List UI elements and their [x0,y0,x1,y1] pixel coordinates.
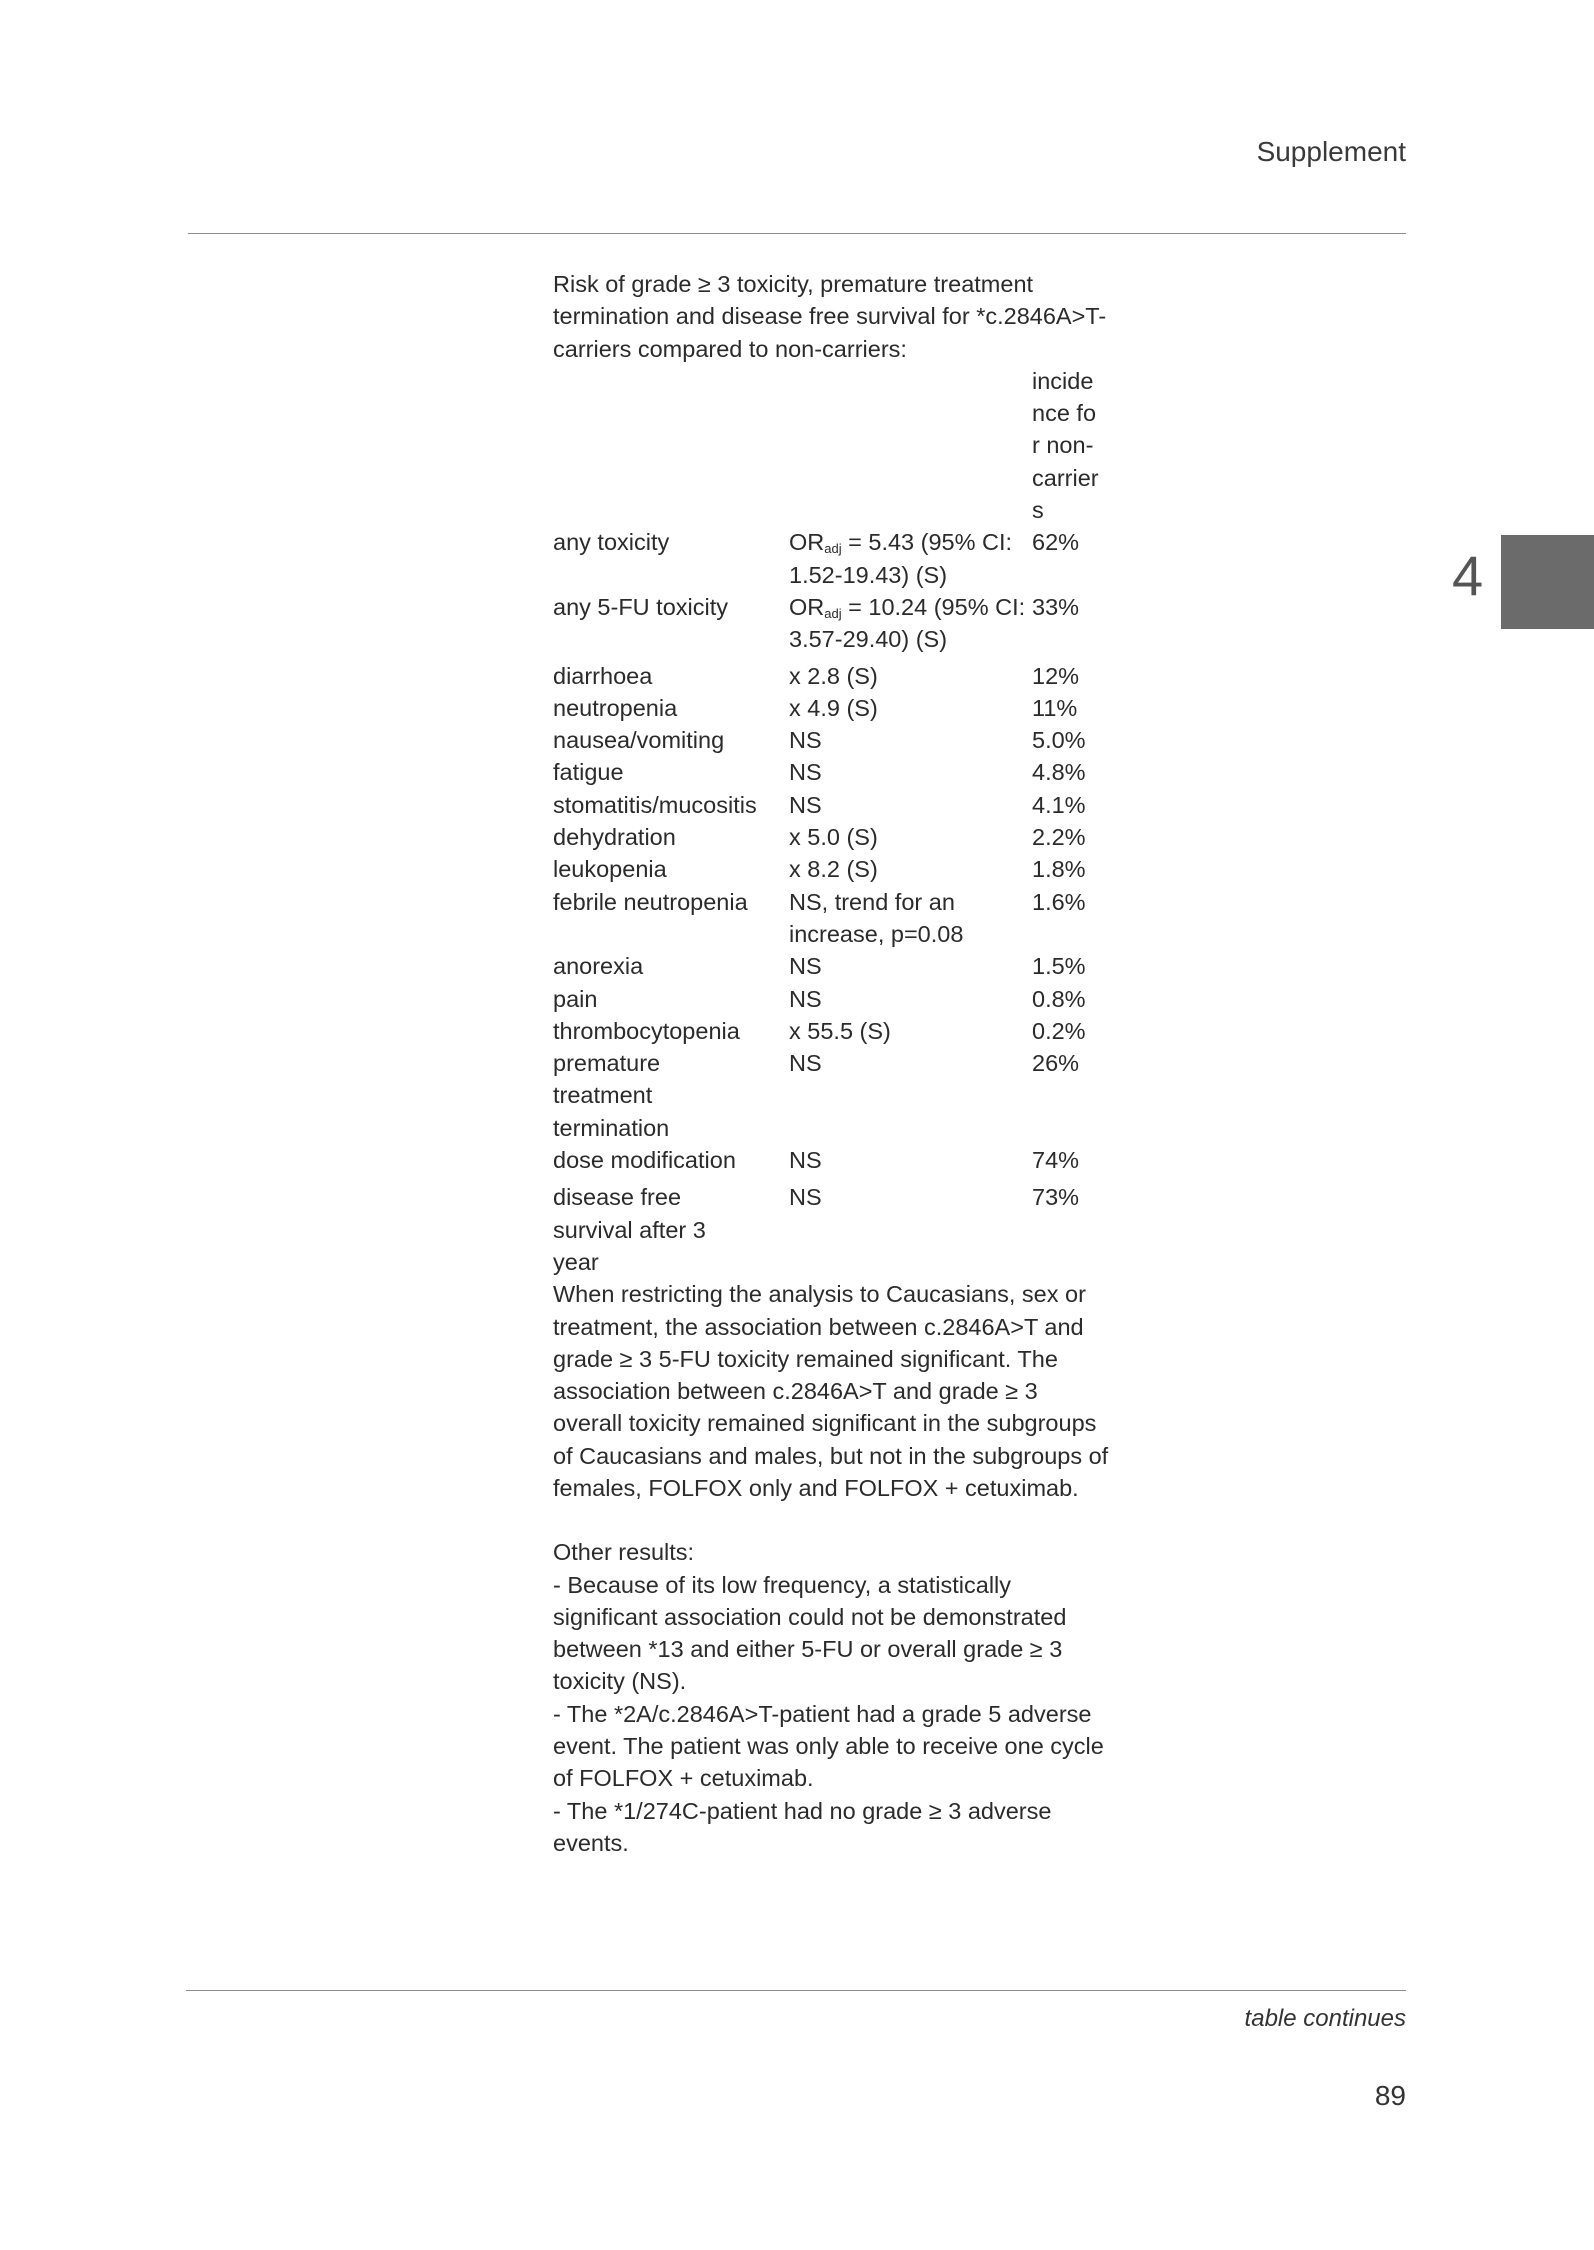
event-label: anorexia [553,953,644,980]
effect-value: NS [789,1050,822,1077]
running-header: Supplement [1256,136,1406,167]
other-results-item: - The *1/274C-patient had no grade ≥ 3 adverse events. [553,1797,1052,1856]
table-row [553,983,1113,1015]
spacer [553,1504,1113,1536]
table-row [553,591,1113,656]
effect-value: NS [789,1184,822,1211]
event-label: febrile neutropenia [553,888,748,915]
page-number: 89 [1374,2080,1406,2111]
effect-value: x 55.5 (S) [789,1017,891,1044]
restriction-paragraph: When restricting the analysis to Caucasians, sex or treatment, the association between c.2846A>T and grade ≥ 3 5-FU toxicity remained significant. The association between c.2846A>T and grade ≥ 3 overall toxicity remained significant in the subgroups of Caucasians and males, but not in the subgroups of females, FOLFOX only and FOLFOX + cetuximab. [553,1281,1109,1501]
table-header-row [553,365,1113,526]
table-row [553,821,1113,853]
incidence-value: 4.1% [1032,791,1086,818]
other-results-item: - Because of its low frequency, a statistically significant association could not be demonstrated between *13 and either 5-FU or overall grade ≥ 3 toxicity (NS). [553,1571,1067,1695]
effect-value: NS [789,791,822,818]
event-label: any 5-FU toxicity [553,593,728,620]
effect-value: x 2.8 (S) [789,662,878,689]
effect-value: NS [789,727,822,754]
incidence-value: 4.8% [1032,759,1086,786]
header-col1 [553,365,789,526]
or-subscript: adj [824,541,842,557]
event-label: diarrhoea [553,662,653,689]
event-label: any toxicity [553,529,670,556]
incidence-value: 5.0% [1032,727,1086,754]
incidence-value: 2.2% [1032,824,1086,851]
table-row [553,1047,1113,1144]
event-label: neutropenia [553,694,678,721]
effect-value: NS [789,985,822,1012]
table-row [553,724,1113,756]
event-label: premature treatment termination [553,1050,670,1141]
chapter-tab [1501,535,1594,629]
intro-text: Risk of grade ≥ 3 toxicity, premature treatment termination and disease free survival for *c.2846A>T-carriers compared to non-carriers: [553,271,1107,362]
effect-value: x 4.9 (S) [789,694,878,721]
effect-value [789,591,1032,656]
event-label: dehydration [553,824,676,851]
table-row [553,886,1113,951]
event-label: nausea/vomiting [553,727,725,754]
effect-value: x 5.0 (S) [789,824,878,851]
event-label: disease free survival after 3 year [553,1184,706,1275]
or-subscript: adj [824,605,842,621]
effect-value: NS [789,953,822,980]
incidence-value: 0.2% [1032,1017,1086,1044]
event-label: thrombocytopenia [553,1017,740,1044]
table-continues-note: table continues [1244,2005,1406,2032]
table-cell-content [553,268,1113,1859]
chapter-number: 4 [1452,544,1484,607]
event-label: fatigue [553,759,624,786]
incidence-value: 26% [1032,1050,1080,1077]
incidence-value: 74% [1032,1147,1080,1174]
or-value: = 10.24 (95% CI: 3.57-29.40) (S) [789,593,1026,653]
table-row [553,789,1113,821]
effect-value: NS, trend for an increase, p=0.08 [789,888,964,947]
table-row [553,526,1113,591]
table-row [553,1015,1113,1047]
incidence-value: 12% [1032,662,1080,689]
incidence-value: 0.8% [1032,985,1086,1012]
table-row [553,692,1113,724]
effect-value: NS [789,1147,822,1174]
other-results-item: - The *2A/c.2846A>T-patient had a grade 5 adverse event. The patient was only able to receive one cycle of FOLFOX + cetuximab. [553,1700,1104,1792]
header-rule [188,233,1406,234]
incidence-value: 1.8% [1032,856,1086,883]
footer-rule [186,1990,1406,1991]
or-value: = 5.43 (95% CI: 1.52-19.43) (S) [789,529,1013,588]
incidence-value: 33% [1032,593,1080,620]
or-label: OR [789,593,825,620]
other-results-heading: Other results: [553,1539,695,1566]
incidence-value: 73% [1032,1184,1080,1211]
header-col2 [789,365,1032,526]
effect-value [789,526,1032,591]
event-label: dose modification [553,1147,736,1174]
incidence-value: 1.6% [1032,888,1086,915]
incidence-value: 1.5% [1032,953,1086,980]
effect-value: x 8.2 (S) [789,856,878,883]
table-row [553,950,1113,982]
table-row [553,756,1113,788]
or-label: OR [789,529,825,556]
table-row [553,660,1113,692]
table-row [553,1144,1113,1176]
table-row [553,1181,1113,1278]
incidence-value: 62% [1032,529,1080,556]
effect-value: NS [789,759,822,786]
incidence-value: 11% [1032,694,1078,721]
header-incidence: incidence for non-carriers [1032,367,1099,524]
event-label: leukopenia [553,856,667,883]
event-label: stomatitis/mucositis [553,791,757,818]
table-row [553,853,1113,885]
event-label: pain [553,985,598,1012]
